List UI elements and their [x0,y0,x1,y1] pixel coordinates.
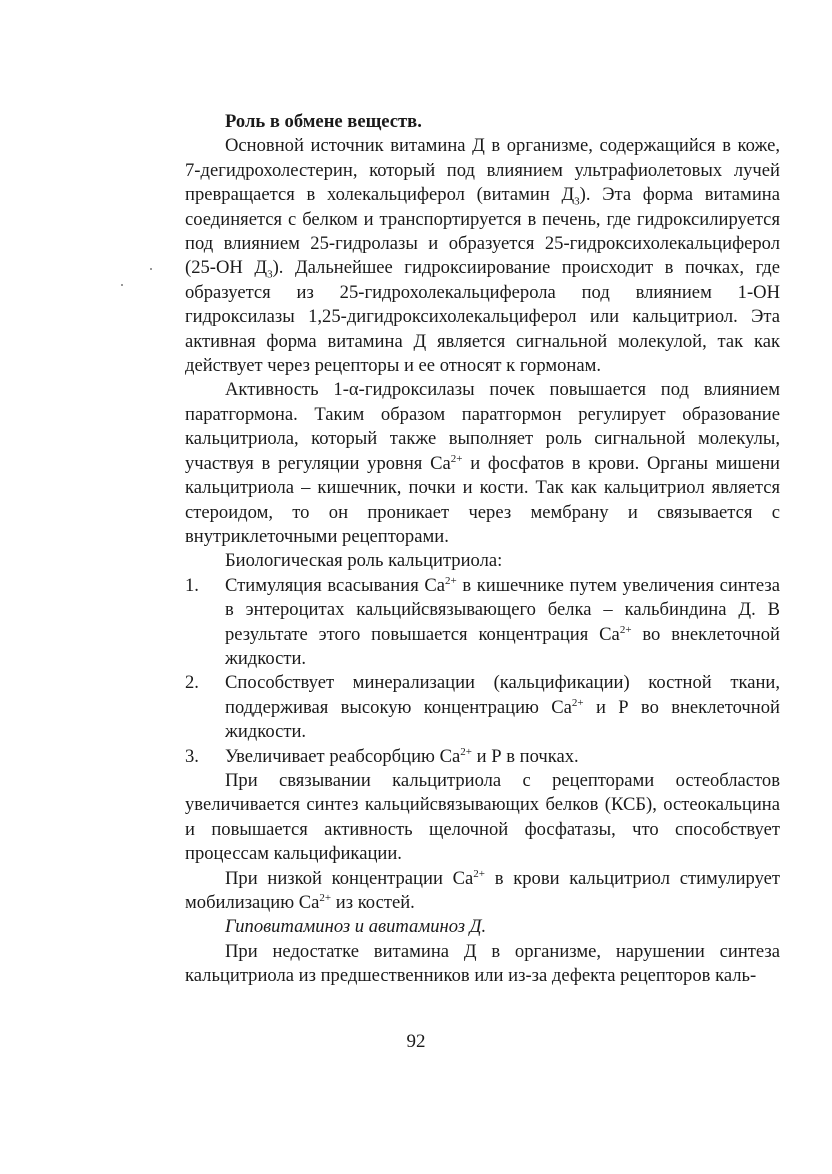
text-run: Увеличивает реабсорбцию Са [225,745,461,767]
page-number: 92 [406,1031,426,1052]
bio-role-title: Биологическая роль кальцитриола: [225,550,503,572]
list-number: 1. [185,574,199,596]
paragraph-source [185,134,780,378]
paragraph-activity [185,378,780,549]
text-run: и Р во внеклеточной жидкости. [225,696,780,743]
text-run: Способствует минерализации (кальцификации) костной ткани, поддерживая высокую концентрацию Са [225,672,780,718]
hypovitaminosis-title: Гиповитаминоз и авитаминоз Д. [225,916,487,938]
text-run: Основной источник витамина Д в организме, содержащийся в коже, 7-дегидрохолестерин, который под влиянием ультрафиолетовых лучей превращается в холекальциферол (витамин Д [185,135,780,206]
list-item [185,671,780,744]
scan-speck [150,268,152,270]
superscript: 2+ [473,867,485,880]
superscript: 2+ [571,696,584,709]
superscript: 2+ [445,574,457,587]
superscript: 2+ [319,891,332,904]
scan-speck [121,284,123,286]
paragraph-deficiency: При недостатке витамина Д в организме, нарушении синтеза кальцитриола из предшественников или из-за дефекта рецепторов каль- [185,940,780,987]
subscript: 3 [267,269,273,282]
list-item [185,574,780,672]
text-run: в крови кальцитриол стимулирует мобилизацию Са [185,867,780,913]
text-run: и Р в почках. [471,745,579,767]
paragraph-low-concentration [185,867,780,916]
subscript: 3 [574,195,580,208]
text-run: во внеклеточной жидкости. [225,623,780,669]
text-run: Стимуляция всасывания Са [225,574,446,596]
list-number: 3. [185,745,199,767]
section-heading: Роль в обмене веществ. [225,111,422,132]
superscript: 2+ [460,745,472,758]
text-run: Активность 1-α-гидроксилазы почек повышается под влиянием паратгормона. Таким образом паратгормон регулирует образование кальцитриола, который также выполняет роль сигнальной молекулы, участвуя в регуляции уровня Са [185,379,780,474]
text-run: и фосфатов в крови. Органы мишени кальцитриола – кишечник, почки и кости. Так как кальцитриол является стероидом, то он проникает через мембрану и связывается с внутриклеточными рецепторами. [185,452,780,547]
text-run: из костей. [331,892,415,913]
text-run: ). Дальнейшее гидроксиирование происходит в почках, где образуется из 25-гидрохолекальциферола под влиянием 1-ОН гидроксилазы 1,25-дигидроксихолекальциферол или кальцитриол. Эта активная форма витамина Д является сигнальной молекулой, так как действует через рецепторы и ее относят к гормонам. [185,257,780,377]
text-run: в кишечнике путем увеличения синтеза в энтероцитах кальцийсвязывающего белка – кальбиндина Д. В результате этого повышается концентрация Са [225,574,780,645]
text-run: ). Эта форма витамина соединяется с белком и транспортируется в печень, где гидроксилируется под влиянием 25-гидролазы и образуется 25-гидроксихолекальциферол (25-ОН Д [185,184,780,279]
superscript: 2+ [450,452,463,465]
bio-role-list [185,574,780,769]
paragraph-osteoblasts: При связывании кальцитриола с рецепторами остеобластов увеличивается синтез кальцийсвязывающих белков (КСБ), остеокальцина и повышается активность щелочной фосфатазы, что способствует процессам кальцификации. [185,769,780,865]
page-body [185,110,780,989]
list-item [185,745,780,769]
text-run: При низкой концентрации Са [225,867,474,889]
list-number: 2. [185,672,199,694]
superscript: 2+ [619,623,632,636]
